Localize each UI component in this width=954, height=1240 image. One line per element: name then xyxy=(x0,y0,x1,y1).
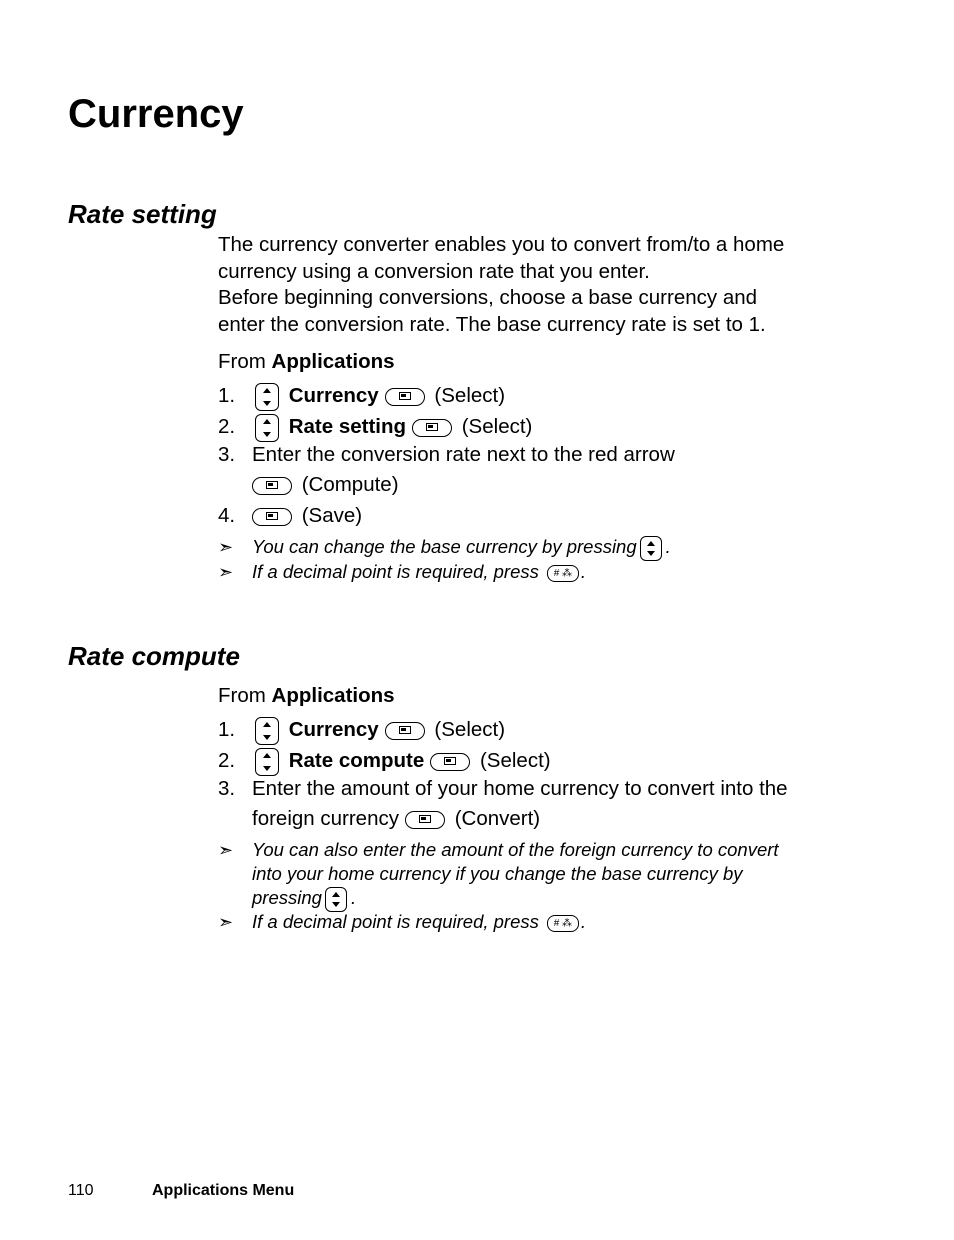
step-text: Enter the amount of your home currency to convert into the xyxy=(252,777,788,800)
footer-section-title: Applications Menu xyxy=(152,1182,295,1199)
rate-compute-step-1 xyxy=(218,715,505,745)
step-action: (Select) xyxy=(479,749,551,772)
step-text: Enter the conversion rate next to the red arrow xyxy=(252,443,675,466)
step-item: Currency xyxy=(288,384,379,407)
navigation-key-icon xyxy=(325,887,347,912)
from-label: From xyxy=(218,350,266,373)
from-menu: Applications xyxy=(271,684,395,707)
ok-key-icon xyxy=(252,477,292,495)
note-text: You can change the base currency by pressing xyxy=(252,536,637,557)
rate-setting-step-4 xyxy=(218,501,362,531)
rate-setting-from xyxy=(218,349,395,375)
navigation-key-icon xyxy=(255,414,279,442)
rate-setting-step-3 xyxy=(218,440,675,470)
step-action: (Convert) xyxy=(454,807,541,830)
note-period: . xyxy=(665,536,671,557)
ok-key-icon xyxy=(405,811,445,829)
intro-line: The currency converter enables you to convert from/to a home xyxy=(218,233,785,256)
rate-compute-heading: Rate compute xyxy=(68,641,240,671)
step-item: Currency xyxy=(288,718,379,741)
from-menu: Applications xyxy=(271,350,395,373)
ok-key-icon xyxy=(385,722,425,740)
rate-compute-from xyxy=(218,683,395,709)
rate-setting-step-3-cont xyxy=(252,470,399,500)
step-item: Rate compute xyxy=(288,749,425,772)
rate-setting-step-1 xyxy=(218,381,505,411)
rate-setting-note-2 xyxy=(218,560,812,584)
hash-key-icon: # ⁂ xyxy=(547,565,579,582)
step-action: (Save) xyxy=(301,504,363,527)
note-arrow-icon: ➣ xyxy=(218,537,234,557)
ok-key-icon xyxy=(252,508,292,526)
ok-key-icon xyxy=(430,753,470,771)
step-action: (Compute) xyxy=(301,473,399,496)
step-number: 4. xyxy=(218,504,236,527)
navigation-key-icon xyxy=(640,536,662,561)
note-text: If a decimal point is required, press xyxy=(252,911,539,932)
note-text: You can also enter the amount of the foreign currency to convert xyxy=(252,839,779,860)
intro-line: enter the conversion rate. The base currency rate is set to 1. xyxy=(218,312,766,336)
step-action: (Select) xyxy=(434,384,506,407)
note-arrow-icon: ➣ xyxy=(218,912,234,932)
step-action: (Select) xyxy=(461,415,533,438)
step-number: 3. xyxy=(218,443,236,466)
step-number: 1. xyxy=(218,718,236,741)
note-text: If a decimal point is required, press xyxy=(252,561,539,582)
rate-compute-note-2 xyxy=(218,910,812,934)
intro-line: currency using a conversion rate that you enter. xyxy=(218,259,650,283)
hash-key-icon: # ⁂ xyxy=(547,915,579,932)
navigation-key-icon xyxy=(255,717,279,745)
step-number: 1. xyxy=(218,384,236,407)
rate-compute-step-3 xyxy=(218,774,788,804)
note-text: pressing xyxy=(252,887,322,908)
step-number: 2. xyxy=(218,415,236,438)
ok-key-icon xyxy=(385,388,425,406)
navigation-key-icon xyxy=(255,383,279,411)
page-number: 110 xyxy=(68,1182,94,1199)
note-arrow-icon: ➣ xyxy=(218,840,234,860)
rate-compute-step-2 xyxy=(218,746,551,776)
rate-setting-heading: Rate setting xyxy=(68,199,217,229)
note-period: . xyxy=(580,561,587,582)
ok-key-icon xyxy=(412,419,452,437)
step-number: 2. xyxy=(218,749,236,772)
navigation-key-icon xyxy=(255,748,279,776)
rate-compute-note-1 xyxy=(218,838,812,912)
note-text: into your home currency if you change the base currency by xyxy=(252,863,743,884)
page-title: Currency xyxy=(68,92,244,136)
intro-line: Before beginning conversions, choose a base currency and xyxy=(218,286,758,309)
rate-setting-note-1 xyxy=(218,535,812,561)
note-arrow-icon: ➣ xyxy=(218,562,234,582)
step-text: foreign currency xyxy=(252,807,399,830)
note-period: . xyxy=(580,911,587,932)
from-label: From xyxy=(218,684,266,707)
step-number: 3. xyxy=(218,777,236,800)
step-item: Rate setting xyxy=(288,415,407,438)
step-action: (Select) xyxy=(434,718,506,741)
note-period: . xyxy=(350,887,357,908)
rate-setting-intro xyxy=(218,232,784,338)
rate-compute-step-3-cont xyxy=(252,804,540,834)
rate-setting-step-2 xyxy=(218,412,532,442)
